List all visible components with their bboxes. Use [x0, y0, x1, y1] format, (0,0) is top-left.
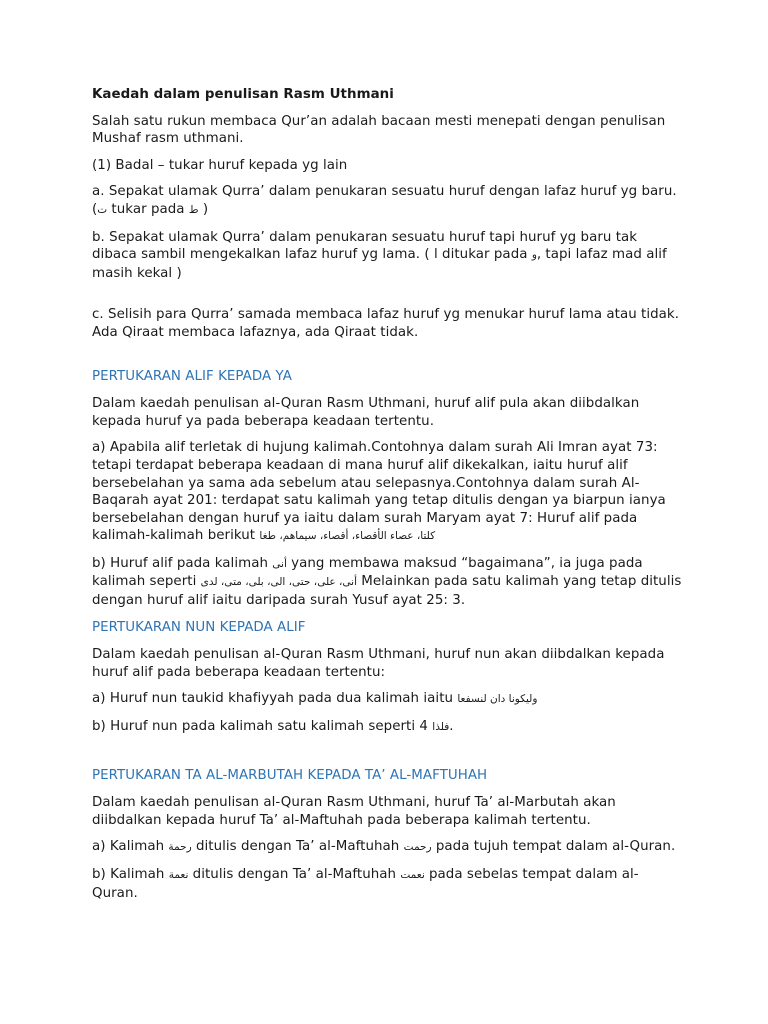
section3-intro: Dalam kaedah penulisan al-Quran Rasm Uthmani, huruf Ta’ al-Marbutah akan diibdalkan kepada huruf Ta’ al-Maftuhah pada beberapa kalimah tertentu.: [92, 795, 616, 828]
section-heading-alif-ya: PERTUKARAN ALIF KEPADA YA: [92, 368, 292, 384]
section3-item-b-arabic1: نعمة: [168, 869, 189, 881]
section3-item-b-text1: b) Kalimah: [92, 867, 169, 882]
section-heading-ta-marbutah: PERTUKARAN TA AL-MARBUTAH KEPADA TA’ AL-MAFTUHAH: [92, 767, 488, 783]
section3-item-a-text2: ditulis dengan Ta’ al-Maftuhah: [191, 839, 404, 855]
section1-item-a-text: a) Apabila alif terletak di hujung kalimah.Contohnya dalam surah Ali Imran ayat 73: tetapi terdapat beberapa keadaan di mana huruf alif dikekalkan, iaitu huruf alif bersebelahan ya sama ada sebelum atau selepasnya.Contohnya dalam surah Al-Baqarah ayat 201: terdapat satu kalimah yang tetap ditulis dengan ya biarpun ianya bersebelahan dengan huruf ya iaitu dalam surah Maryam ayat 7: Huruf alif pada kalimah-kalimah berikut: [92, 440, 666, 544]
point-a-end: ): [198, 201, 209, 217]
section1-item-b: [92, 555, 682, 610]
section2-item-a-arabic: وليكونا دان لنسفعا: [457, 693, 538, 706]
section2-item-a: [92, 690, 682, 709]
section2-item-b-text: b) Huruf nun pada kalimah satu kalimah seperti 4: [92, 719, 433, 735]
document-body: [92, 86, 682, 911]
section3-item-a-arabic2: رحمت: [403, 841, 432, 854]
section2-item-a-text: a) Huruf nun taukid khafiyyah pada dua kalimah iaitu: [92, 691, 458, 707]
point-b-paragraph: [92, 229, 682, 283]
section2-item-b: [92, 718, 682, 737]
arabic-tha: ط: [188, 203, 199, 216]
point-a-mid: tukar pada: [107, 201, 189, 217]
section1-item-a-arabic: كلتا، عصاء الأقصاء، أقصاء، سيماهم، طغا: [259, 530, 436, 543]
point-c-paragraph: c. Selisih para Qurra’ samada membaca lafaz huruf yg menukar huruf lama atau tidak. Ada Qiraat membaca lafaznya, ada Qiraat tidak.: [92, 307, 680, 340]
arabic-ta: ت: [97, 203, 108, 216]
section3-item-b-text3: pada sebelas tempat dalam al-Quran.: [92, 867, 639, 901]
section1-item-a: [92, 439, 682, 546]
intro-paragraph: Salah satu rukun membaca Qur’an adalah bacaan mesti menepati dengan penulisan Mushaf rasm uthmani.: [92, 113, 666, 147]
section3-item-a-text3: pada tujuh tempat dalam al-Quran.: [431, 839, 676, 855]
document-title: Kaedah dalam penulisan Rasm Uthmani: [92, 87, 394, 102]
section-heading-nun-alif: PERTUKARAN NUN KEPADA ALIF: [92, 619, 306, 635]
badal-paragraph: (1) Badal – tukar huruf kepada yg lain: [92, 157, 348, 173]
section1-item-b-text3: Melainkan pada satu kalimah yang tetap ditulis dengan huruf alif iaitu daripada surah Yusuf ayat 25: 3.: [92, 574, 682, 609]
section3-item-a: [92, 838, 682, 857]
section1-intro: Dalam kaedah penulisan al-Quran Rasm Uthmani, huruf alif pula akan diibdalkan kepada huruf ya pada beberapa keadaan tertentu.: [92, 396, 640, 429]
section3-item-a-arabic1: رحمة: [168, 841, 192, 854]
section1-item-b-arabic2: أنى، على، حتى، الى، بلى، متى، لدى: [200, 576, 358, 589]
point-b-text: b. Sepakat ulamak Qurra’ dalam penukaran sesuatu huruf tapi huruf yg baru tak dibaca sambil mengekalkan lafaz huruf yg lama. ( l ditukar pada: [92, 229, 638, 263]
section3-item-a-text1: a) Kalimah: [92, 839, 169, 855]
section3-item-b: [92, 866, 682, 902]
section1-item-b-text2: yang membawa maksud “bagaimana”, ia juga pada kalimah seperti: [92, 555, 643, 590]
point-a-text: a. Sepakat ulamak Qurra’ dalam penukaran sesuatu huruf dengan lafaz huruf yg baru. (: [92, 184, 677, 217]
point-a-paragraph: [92, 183, 682, 219]
section1-item-b-arabic1: أنى: [272, 557, 287, 570]
section1-item-b-text1: b) Huruf alif pada kalimah: [92, 555, 273, 571]
section2-item-b-end: .: [449, 719, 454, 735]
section3-item-b-arabic2: نعمت: [400, 869, 425, 881]
section2-intro: Dalam kaedah penulisan al-Quran Rasm Uthmani, huruf nun akan diibdalkan kepada huruf alif pada beberapa keadaan tertentu:: [92, 647, 665, 680]
arabic-waw: و: [531, 249, 537, 262]
point-b-end: , tapi lafaz mad alif masih kekal ): [92, 247, 667, 281]
section2-item-b-arabic: فلذا: [432, 721, 450, 734]
section3-item-b-text2: ditulis dengan Ta’ al-Maftuhah: [188, 867, 401, 882]
